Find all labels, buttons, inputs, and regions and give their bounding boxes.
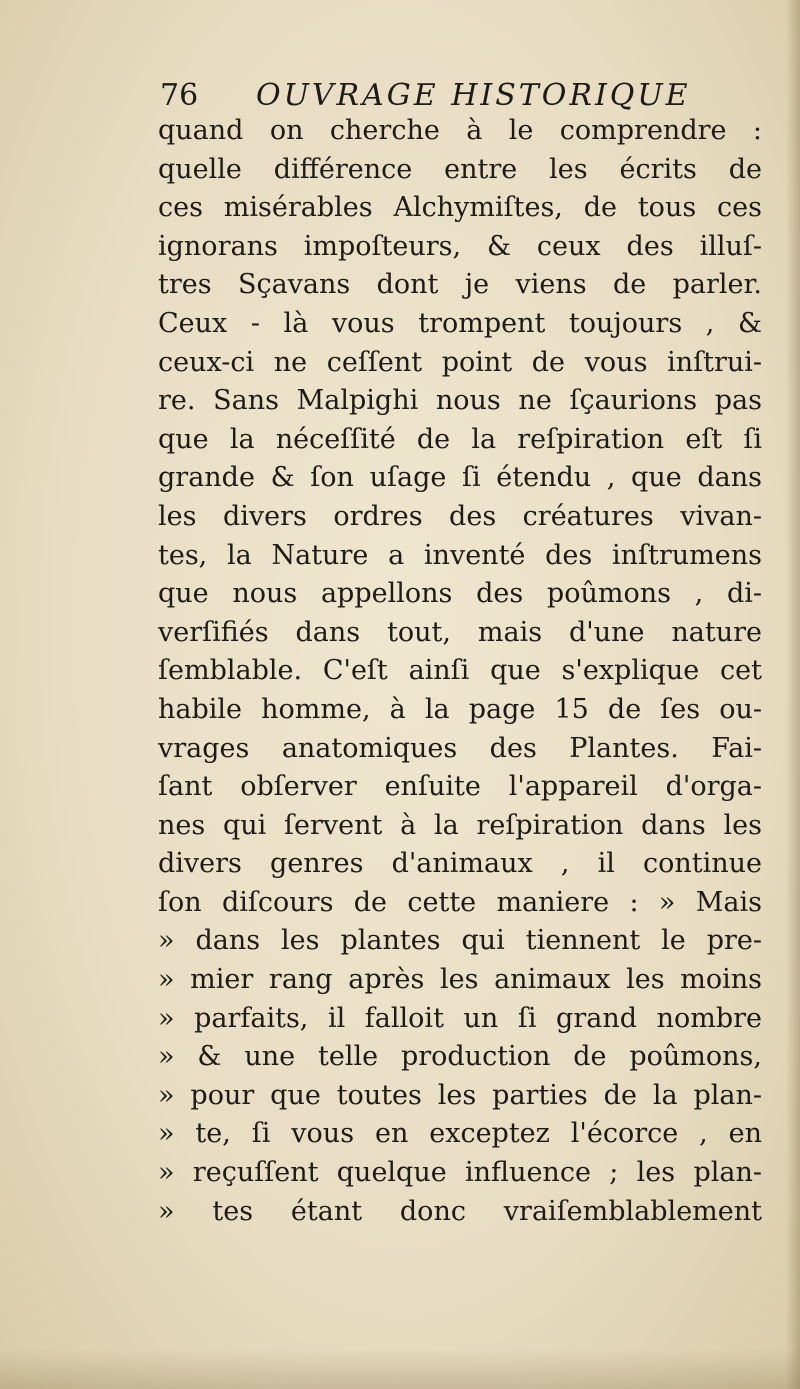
text-line: ſemblable. C'eſt ainſi que s'explique cet <box>158 655 762 687</box>
text-line: verſifiés dans tout, mais d'une nature <box>158 616 762 648</box>
running-head: OUVRAGE HISTORIQUE <box>256 78 691 113</box>
text-line: Ceux - là vous trompent toujours , & <box>158 307 762 339</box>
text-line: » parfaits, il falloit un ſi grand nombre <box>158 1002 762 1034</box>
text-line: quand on cherche à le comprendre : <box>158 115 762 146</box>
body-text <box>158 112 770 1231</box>
text-line: » pour que toutes les parties de la plan- <box>158 1079 762 1111</box>
text-line: que nous appellons des poûmons , di- <box>158 578 762 610</box>
text-line: re. Sans Malpighi nous ne ſçaurions pas <box>158 385 762 417</box>
text-line: que la néceſſité de la reſpiration eſt ſi <box>158 423 762 455</box>
page-bottom-shadow <box>0 1349 800 1389</box>
text-line: » mier rang après les animaux les moins <box>158 964 762 996</box>
text-line: » & une telle production de poûmons, <box>158 1041 762 1073</box>
text-line: ces misérables Alchymiſtes, de tous ces <box>158 192 762 224</box>
text-line: divers genres d'animaux , il continue <box>158 848 762 880</box>
text-line: grande & ſon uſage ſi étendu , que dans <box>158 462 762 494</box>
text-line: » dans les plantes qui tiennent le pre- <box>158 925 762 957</box>
text-line: ſon diſcours de cette maniere : » Mais <box>158 886 762 918</box>
text-line: ceux-ci ne ceſſent point de vous inſtrui- <box>158 346 762 378</box>
text-line: » tes étant donc vraiſemblablement <box>158 1195 762 1227</box>
text-line: habile homme, à la page 15 de ſes ou- <box>158 693 762 725</box>
page-number: 76 <box>160 78 199 113</box>
text-line: tres Sçavans dont je viens de parler. <box>158 269 762 301</box>
text-line: vrages anatomiques des Plantes. Fai- <box>158 732 762 764</box>
text-line: quelle différence entre les écrits de <box>158 153 762 185</box>
text-line: tes, la Nature a inventé des inſtrumens <box>158 539 762 571</box>
text-line: les divers ordres des créatures vivan- <box>158 500 762 532</box>
text-line: nes qui ſervent à la reſpiration dans les <box>158 809 762 841</box>
page-edge-shadow <box>786 0 800 1389</box>
text-line: ſant obſerver enſuite l'appareil d'orga- <box>158 771 762 803</box>
text-line: ignorans impoſteurs, & ceux des illuſ- <box>158 230 762 262</box>
text-line: » reçuſſent quelque influence ; les plan- <box>158 1157 762 1189</box>
text-line: » te, ſi vous en exceptez l'écorce , en <box>158 1118 762 1150</box>
